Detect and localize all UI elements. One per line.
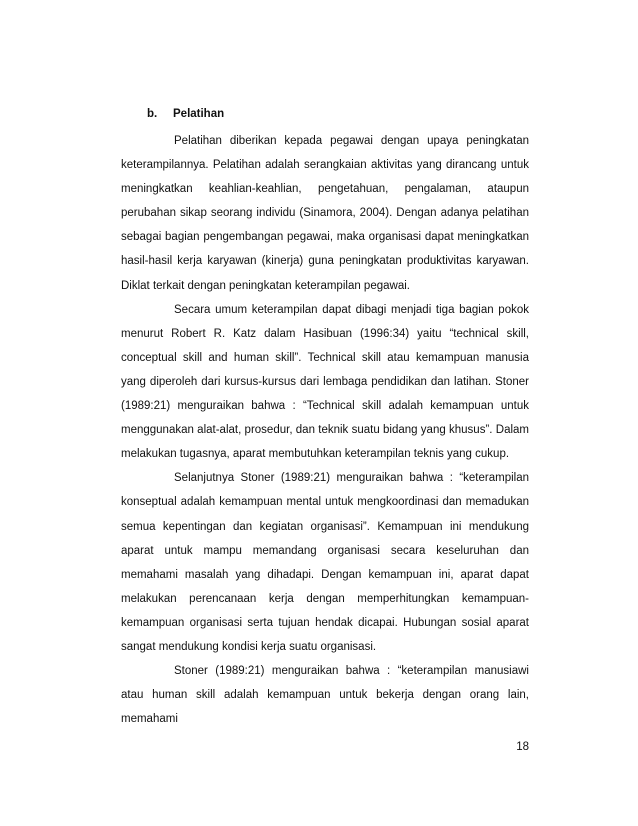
- section-number: b.: [147, 108, 158, 120]
- paragraph-skill-categories: Secara umum keterampilan dapat dibagi menjadi tiga bagian pokok menurut Robert R. Katz dalam Hasibuan (1996:34) yaitu “technical skill, conceptual skill and human skill”. Technical skill atau kemampuan manusia yang diperoleh dari kursus-kursus dari lembaga pendidikan dan latihan. Stoner (1989:21) menguraikan bahwa : “Technical skill adalah kemampuan untuk menggunakan alat-alat, prosedur, dan teknik suatu bidang yang khusus”. Dalam melakukan tugasnya, aparat membutuhkan keterampilan teknis yang cukup.: [121, 303, 529, 461]
- paragraph-human-skill: Stoner (1989:21) menguraikan bahwa : “keterampilan manusiawi atau human skill adalah kemampuan untuk bekerja dengan orang lain, memahami: [121, 665, 529, 726]
- page-number: 18: [516, 741, 529, 753]
- section-heading: [147, 108, 224, 120]
- section-title: Pelatihan: [173, 108, 225, 120]
- body-text: [121, 129, 529, 731]
- paragraph-conceptual-skill: Selanjutnya Stoner (1989:21) menguraikan bahwa : “keterampilan konseptual adalah kemampuan mental untuk mengkoordinasi dan memadukan semua kepentingan dan kegiatan organisasi”. Kemampuan ini mendukung aparat untuk mampu memandang organisasi secara keseluruhan dan memahami masalah yang dihadapi. Dengan kemampuan ini, aparat dapat melakukan perencanaan kerja dengan memperhitungkan kemampuan-kemampuan organisasi serta tujuan hendak dicapai. Hubungan sosial aparat sangat mendukung kondisi kerja suatu organisasi.: [121, 472, 529, 653]
- paragraph-pelatihan-definition: Pelatihan diberikan kepada pegawai dengan upaya peningkatan keterampilannya. Pelatihan adalah serangkaian aktivitas yang dirancang untuk meningkatkan keahlian-keahlian, pengetahuan, pengalaman, ataupun perubahan sikap seorang individu (Sinamora, 2004). Dengan adanya pelatihan sebagai bagian pengembangan pegawai, maka organisasi dapat meningkatkan hasil-hasil kerja karyawan (kinerja) guna peningkatan produktivitas karyawan. Diklat terkait dengan peningkatan keterampilan pegawai.: [121, 135, 529, 292]
